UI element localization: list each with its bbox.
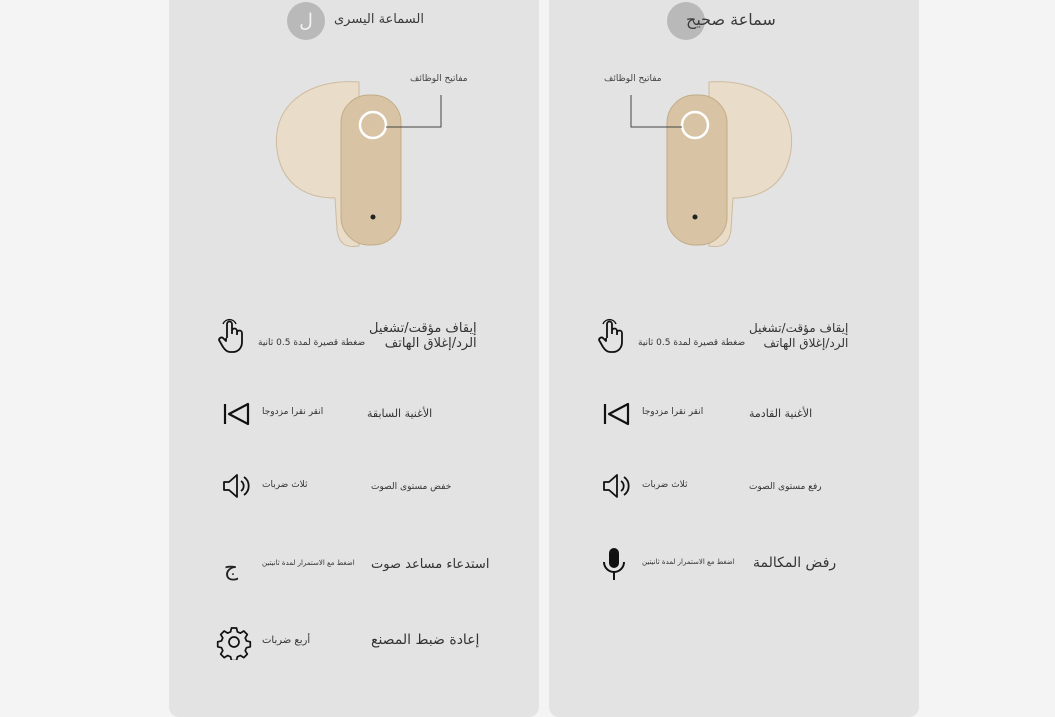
left-row-play-pause bbox=[169, 316, 539, 356]
right-earbud-illustration bbox=[599, 70, 819, 260]
right-callout-label: مفاتيح الوظائف bbox=[604, 74, 662, 84]
right-row-reject-call bbox=[549, 544, 919, 584]
left-func-volume-down: خفض مستوى الصوت bbox=[371, 482, 452, 492]
right-gesture-triple-tap: ثلاث ضربات bbox=[642, 480, 688, 490]
gear-icon bbox=[216, 624, 252, 660]
left-gesture-quad-tap: أربع ضربات bbox=[262, 635, 311, 646]
volume-icon bbox=[218, 468, 254, 504]
right-func-next-song: الأغنية القادمة bbox=[749, 407, 813, 420]
left-panel-title: السماعة اليسرى bbox=[334, 12, 424, 27]
microphone-icon bbox=[596, 546, 632, 582]
left-callout-label: مفاتيح الوظائف bbox=[410, 74, 468, 84]
tap-hand-icon bbox=[593, 318, 629, 354]
left-earbud-panel bbox=[169, 0, 539, 717]
left-row-volume-down bbox=[169, 466, 539, 506]
left-earbud-illustration bbox=[249, 70, 469, 260]
left-gesture-double-tap: انقر نقرا مزدوجا bbox=[262, 407, 324, 417]
left-badge: ل bbox=[287, 2, 325, 40]
right-row-volume-up bbox=[549, 466, 919, 506]
left-row-previous-song bbox=[169, 394, 539, 434]
left-func-previous-song: الأغنية السابقة bbox=[367, 407, 433, 420]
left-gesture-long-press: اضغط مع الاستمرار لمدة ثانيتين bbox=[262, 559, 355, 567]
right-func-play-pause bbox=[749, 321, 848, 351]
right-gesture-short-press: ضغطة قصيرة لمدة 0.5 ثانية bbox=[638, 338, 746, 348]
right-gesture-double-tap: انقر نقرا مزدوجا bbox=[642, 407, 704, 417]
right-func-line1: إيقاف مؤقت/تشغيل bbox=[749, 321, 849, 335]
left-func-play-pause bbox=[369, 321, 477, 351]
right-func-line2: الرد/إغلاق الهاتف bbox=[763, 336, 849, 350]
right-panel-title: سماعة صحيح bbox=[686, 10, 776, 29]
volume-icon bbox=[598, 468, 634, 504]
left-func-factory-reset: إعادة ضبط المصنع bbox=[371, 632, 480, 648]
left-row-voice-assistant bbox=[169, 546, 539, 586]
right-func-reject-call: رفض المكالمة bbox=[753, 555, 837, 571]
left-func-line1: إيقاف مؤقت/تشغيل bbox=[369, 321, 477, 336]
right-gesture-long-press: اضغط مع الاستمرار لمدة ثانيتين bbox=[642, 558, 735, 566]
left-row-factory-reset bbox=[169, 622, 539, 662]
right-row-next-song bbox=[549, 394, 919, 434]
right-earbud-panel bbox=[549, 0, 919, 717]
tap-hand-icon bbox=[213, 318, 249, 354]
jeem-letter-icon: ج bbox=[223, 555, 239, 581]
previous-track-icon bbox=[598, 396, 634, 432]
left-func-line2: الرد/إغلاق الهاتف bbox=[384, 336, 477, 351]
right-row-play-pause bbox=[549, 316, 919, 356]
right-func-volume-up: رفع مستوى الصوت bbox=[749, 482, 822, 492]
left-gesture-triple-tap: ثلاث ضربات bbox=[262, 480, 308, 490]
previous-track-icon bbox=[218, 396, 254, 432]
left-gesture-short-press: ضغطة قصيرة لمدة 0.5 ثانية bbox=[258, 338, 366, 348]
left-func-voice-assistant: استدعاء مساعد صوت bbox=[371, 557, 490, 572]
